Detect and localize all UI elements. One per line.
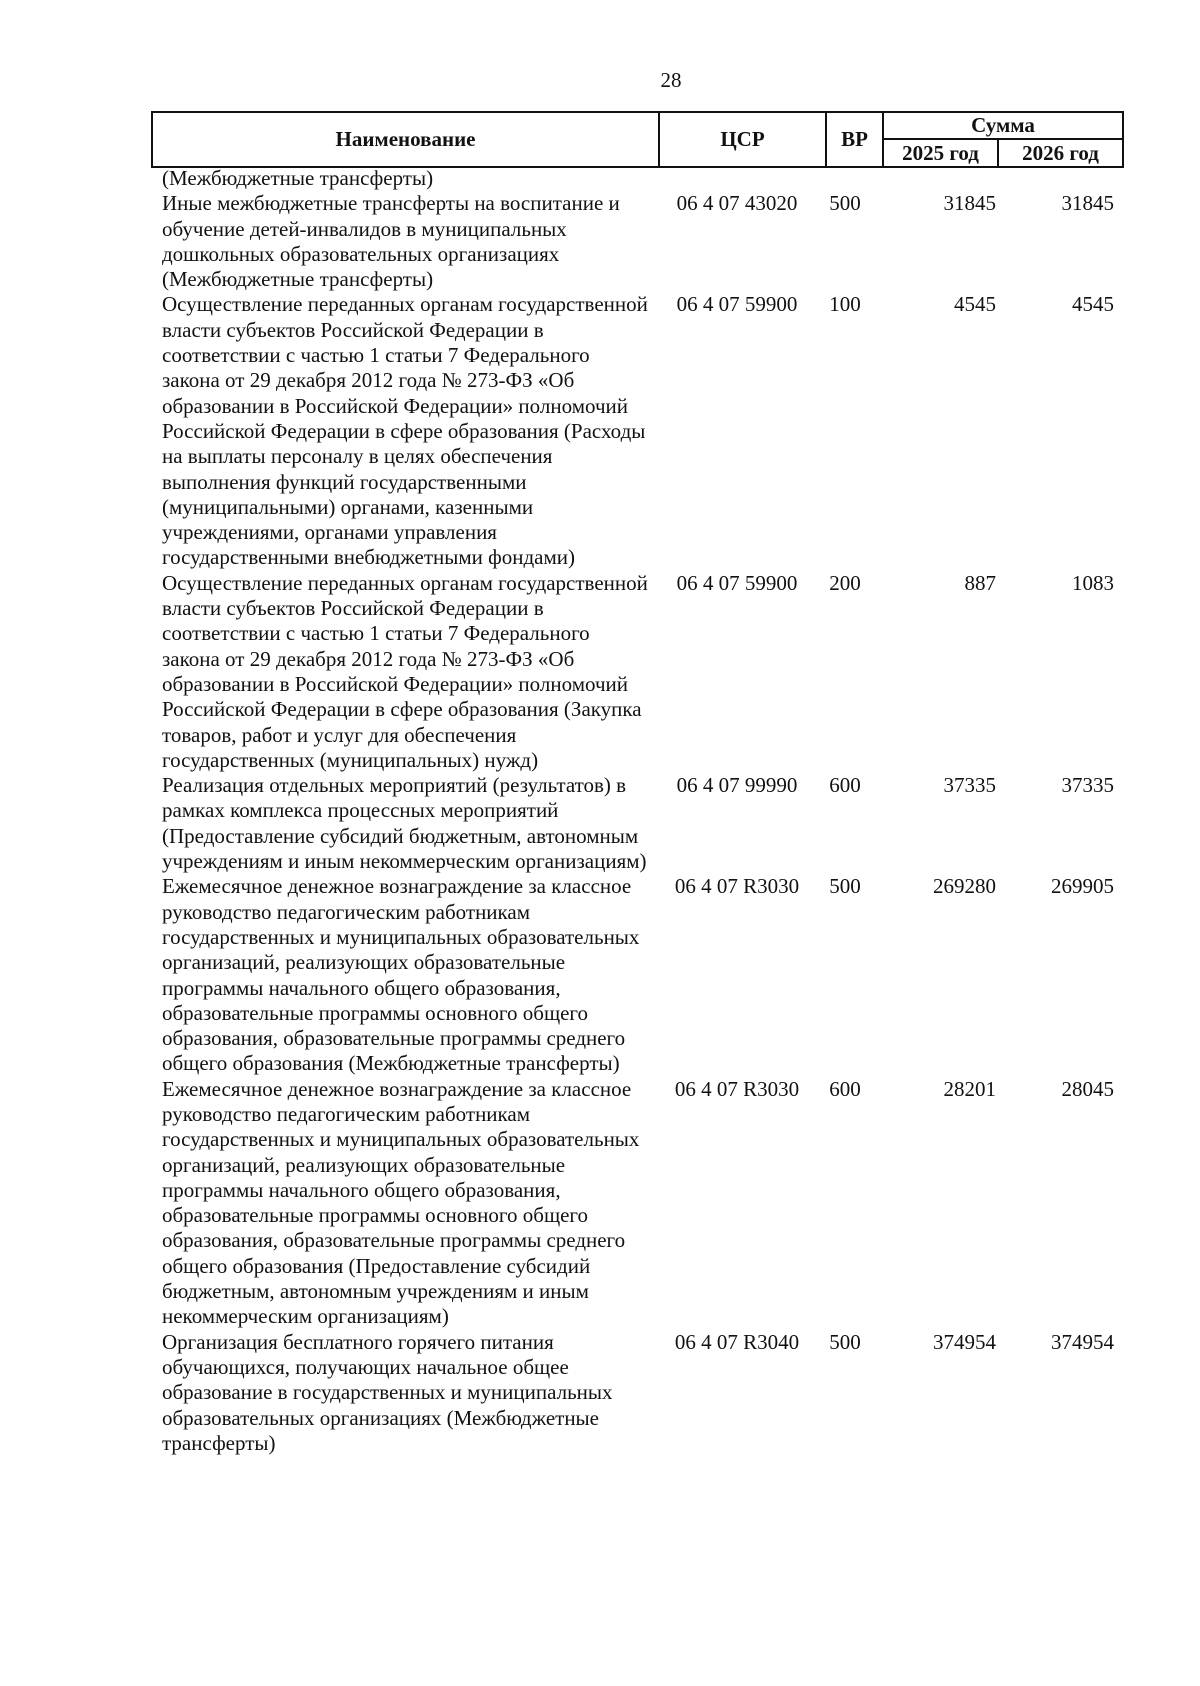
row-sum-2026: 31845: [1061, 191, 1114, 216]
row-vr: 600: [829, 773, 861, 798]
header-csr: ЦСР: [720, 127, 765, 151]
row-sum-2026: 4545: [1072, 292, 1114, 317]
table-row: [162, 874, 1112, 1076]
table-body: [162, 166, 1112, 1456]
row-sum-2025: 37335: [943, 773, 996, 798]
table-row: [162, 292, 1112, 570]
row-name: (Межбюджетные трансферты): [162, 166, 434, 190]
table-row: [162, 191, 1112, 292]
row-sum-2025: 374954: [933, 1329, 996, 1354]
row-vr: 500: [829, 1329, 861, 1354]
row-vr: 600: [829, 1076, 861, 1101]
row-vr: 500: [829, 874, 861, 899]
row-csr: 06 4 07 R3040: [674, 1329, 800, 1354]
row-name: Иные межбюджетные трансферты на воспитание и обучение детей-инвалидов в муниципальных дошкольных образовательных организациях (Межбюджетные трансферты): [162, 191, 620, 292]
row-name: Осуществление переданных органам государственной власти субъектов Российской Федерации в соответствии с частью 1 статьи 7 Федерального закона от 29 декабря 2012 года № 273-ФЗ «Об образовании в Российской Федерации» полномочий Российской Федерации в сфере образования (Расходы на выплаты персоналу в целях обеспечения выполнения функций государственными (муниципальными) органами, казенными учреждениями, органами управления государственными внебюджетными фондами): [162, 292, 648, 570]
header-name: Наименование: [335, 127, 476, 151]
row-sum-2025: 269280: [933, 874, 996, 899]
row-vr: 100: [829, 292, 861, 317]
row-csr: 06 4 07 R3030: [674, 874, 800, 899]
row-sum-2026: 37335: [1061, 773, 1114, 798]
row-csr: 06 4 07 59900: [676, 570, 798, 595]
row-csr: 06 4 07 59900: [676, 292, 798, 317]
row-name: Осуществление переданных органам государственной власти субъектов Российской Федерации в соответствии с частью 1 статьи 7 Федерального закона от 29 декабря 2012 года № 273-ФЗ «Об образовании в Российской Федерации» полномочий Российской Федерации в сфере образования (Закупка товаров, работ и услуг для обеспечения государственных (муниципальных) нужд): [162, 570, 648, 772]
table-row: [162, 1330, 1112, 1456]
row-sum-2025: 887: [964, 570, 996, 595]
row-vr: 500: [829, 191, 861, 216]
row-vr: 200: [829, 570, 861, 595]
row-name: Реализация отдельных мероприятий (результатов) в рамках комплекса процессных мероприятий (Предоставление субсидий бюджетным, автономным учреждениям и иным некоммерческим организациям): [162, 773, 647, 874]
row-sum-2026: 1083: [1072, 570, 1114, 595]
row-sum-2026: 374954: [1051, 1329, 1114, 1354]
table-row: [162, 166, 1112, 191]
row-sum-2026: 28045: [1061, 1076, 1114, 1101]
table-row: [162, 773, 1112, 874]
row-csr: 06 4 07 43020: [676, 191, 798, 216]
row-csr: 06 4 07 R3030: [674, 1076, 800, 1101]
header-vr: ВР: [841, 127, 868, 151]
header-year-2025: 2025 год: [902, 140, 979, 165]
table-row: [162, 1077, 1112, 1330]
table-row: [162, 571, 1112, 773]
table-header: [151, 111, 1124, 168]
row-name: Ежемесячное денежное вознаграждение за классное руководство педагогическим работникам государственных и муниципальных образовательных организаций, реализующих образовательные программы начального общего образования, образовательные программы основного общего образования, образовательные программы среднего общего образования (Межбюджетные трансферты): [162, 874, 640, 1076]
row-csr: 06 4 07 99990: [676, 773, 798, 798]
page-number: 28: [660, 68, 682, 92]
row-sum-2026: 269905: [1051, 874, 1114, 899]
header-year-2026: 2026 год: [1022, 140, 1099, 165]
row-sum-2025: 4545: [954, 292, 996, 317]
header-sum: Сумма: [971, 112, 1035, 137]
row-sum-2025: 31845: [943, 191, 996, 216]
row-sum-2025: 28201: [943, 1076, 996, 1101]
row-name: Ежемесячное денежное вознаграждение за классное руководство педагогическим работникам государственных и муниципальных образовательных организаций, реализующих образовательные программы начального общего образования, образовательные программы основного общего образования, образовательные программы среднего общего образования (Предоставление субсидий бюджетным, автономным учреждениям и иным некоммерческим организациям): [162, 1076, 640, 1329]
row-name: Организация бесплатного горячего питания обучающихся, получающих начальное общее образование в государственных и муниципальных образовательных организациях (Межбюджетные трансферты): [162, 1329, 613, 1455]
